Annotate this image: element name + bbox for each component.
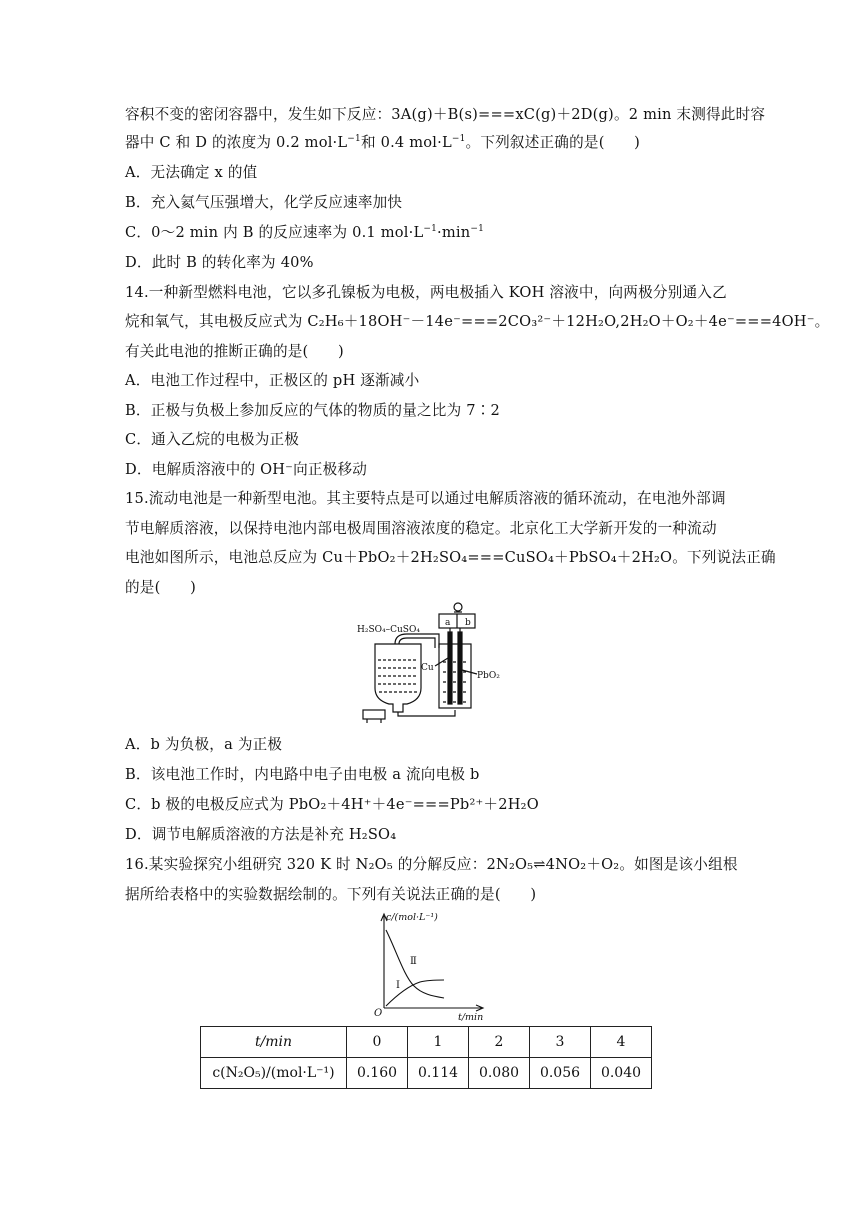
bulb-icon: [454, 603, 462, 611]
q15-stem-line3: 电池如图所示，电池总反应为 Cu＋PbO₂＋2H₂SO₄===CuSO₄＋PbSO₄＋2H₂O。下列说法正确: [125, 549, 776, 566]
table-cell: 0.056: [530, 1058, 591, 1089]
q14-option-a: A．电池工作过程中，正极区的 pH 逐渐减小: [125, 372, 420, 389]
q15-stem-line4: 的是( ): [125, 579, 196, 596]
pump: [363, 710, 385, 719]
table-cell: 2: [469, 1027, 530, 1058]
pbo2-electrode: [458, 632, 462, 704]
label-b: b: [465, 618, 471, 628]
label-a: a: [445, 618, 451, 628]
reservoir-vessel: [375, 644, 421, 712]
return-tube: [395, 634, 439, 648]
q15-stem-line2: 节电解质溶液，以保持电池内部电极周围溶液浓度的稳定。北京化工大学新开发的一种流动: [125, 520, 717, 537]
q15-option-d: D．调节电解质溶液的方法是补充 H₂SO₄: [125, 826, 397, 843]
table-row: [201, 1027, 652, 1058]
q13-option-c-mid: ·min: [437, 224, 471, 241]
table-cell: 0: [347, 1027, 408, 1058]
x-axis-label: t/min: [458, 1012, 484, 1022]
table-header-c: c(N₂O₅)/(mol·L⁻¹): [201, 1058, 347, 1089]
q14-stem-line3: 有关此电池的推断正确的是( ): [125, 343, 344, 360]
table-cell: 3: [530, 1027, 591, 1058]
q15-option-b: B．该电池工作时，内电路中电子由电极 a 流向电极 b: [125, 766, 480, 783]
q13-option-b: B．充入氦气压强增大，化学反应速率加快: [125, 194, 403, 211]
q14-option-d: D．电解质溶液中的 OH⁻向正极移动: [125, 461, 368, 478]
q15-option-c: C．b 极的电极反应式为 PbO₂＋4H⁺＋4e⁻===Pb²⁺＋2H₂O: [125, 796, 539, 813]
curve-i-label: Ⅰ: [396, 980, 400, 991]
feed-tube: [398, 710, 455, 716]
q13-stem-line2-b: 和 0.4 mol·L: [360, 134, 452, 151]
q13-sup-1: −1: [347, 134, 361, 144]
q13-option-c: [125, 222, 737, 244]
q13-stem-line2-a: 器中 C 和 D 的浓度为 0.2 mol·L: [125, 134, 348, 151]
label-cu: Cu: [421, 663, 434, 673]
n2o5-data-table: [200, 1026, 652, 1089]
q13-stem-line1: 容积不变的密闭容器中，发生如下反应：3A(g)＋B(s)===xC(g)＋2D(g)。2 min 末测得此时容: [125, 106, 766, 123]
flow-battery-figure: [355, 602, 515, 724]
q14-option-b: B．正极与负极上参加反应的气体的物质的量之比为 7∶2: [125, 402, 500, 419]
table-cell: 0.040: [591, 1058, 652, 1089]
table-header-t: t/min: [201, 1027, 347, 1058]
q14-stem-line1: 14.一种新型燃料电池，它以多孔镍板为电极，两电极插入 KOH 溶液中，向两极分别通入乙: [125, 284, 727, 301]
table-row: [201, 1058, 652, 1089]
concentration-graph: [370, 910, 500, 1022]
q13-option-c-sup1: −1: [423, 224, 438, 234]
q13-option-d: D．此时 B 的转化率为 40%: [125, 254, 314, 271]
curve-ii-label: Ⅱ: [410, 956, 417, 967]
q13-sup-2: −1: [451, 134, 466, 144]
q15-stem-line1: 15.流动电池是一种新型电池。其主要特点是可以通过电解质溶液的循环流动，在电池外部调: [125, 490, 726, 507]
q15-option-a: A．b 为负极，a 为正极: [125, 736, 283, 753]
q13-stem-line2-c: 。下列叙述正确的是( ): [465, 134, 641, 151]
q14-stem-line2: 烷和氧气，其电极反应式为 C₂H₆＋18OH⁻－14e⁻===2CO₃²⁻＋12H₂O,2H₂O＋O₂＋4e⁻===4OH⁻。: [125, 313, 830, 330]
table-cell: 0.080: [469, 1058, 530, 1089]
q16-stem-line1: 16.某实验探究小组研究 320 K 时 N₂O₅ 的分解反应：2N₂O₅⇌4NO₂＋O₂。如图是该小组根: [125, 856, 738, 873]
curve-i: [386, 980, 444, 1006]
q13-option-a: A．无法确定 x 的值: [125, 164, 258, 181]
q13-option-c-text: C．0～2 min 内 B 的反应速率为 0.1 mol·L: [125, 224, 424, 241]
cu-electrode: [448, 632, 452, 704]
label-reservoir: H₂SO₄–CuSO₄: [357, 625, 420, 635]
q13-option-c-sup2: −1: [470, 224, 485, 234]
table-cell: 0.114: [408, 1058, 469, 1089]
electrolytic-cell: [439, 644, 471, 708]
label-pbo2: PbO₂: [477, 671, 500, 681]
table-cell: 0.160: [347, 1058, 408, 1089]
q14-option-c: C．通入乙烷的电极为正极: [125, 431, 300, 448]
table-cell: 1: [408, 1027, 469, 1058]
y-axis-label: c/(mol·L⁻¹): [386, 912, 438, 923]
origin-label: O: [374, 1008, 383, 1019]
q16-stem-line2: 据所给表格中的实验数据绘制的。下列有关说法正确的是( ): [125, 886, 537, 903]
q13-stem-line2: [125, 132, 737, 154]
table-cell: 4: [591, 1027, 652, 1058]
